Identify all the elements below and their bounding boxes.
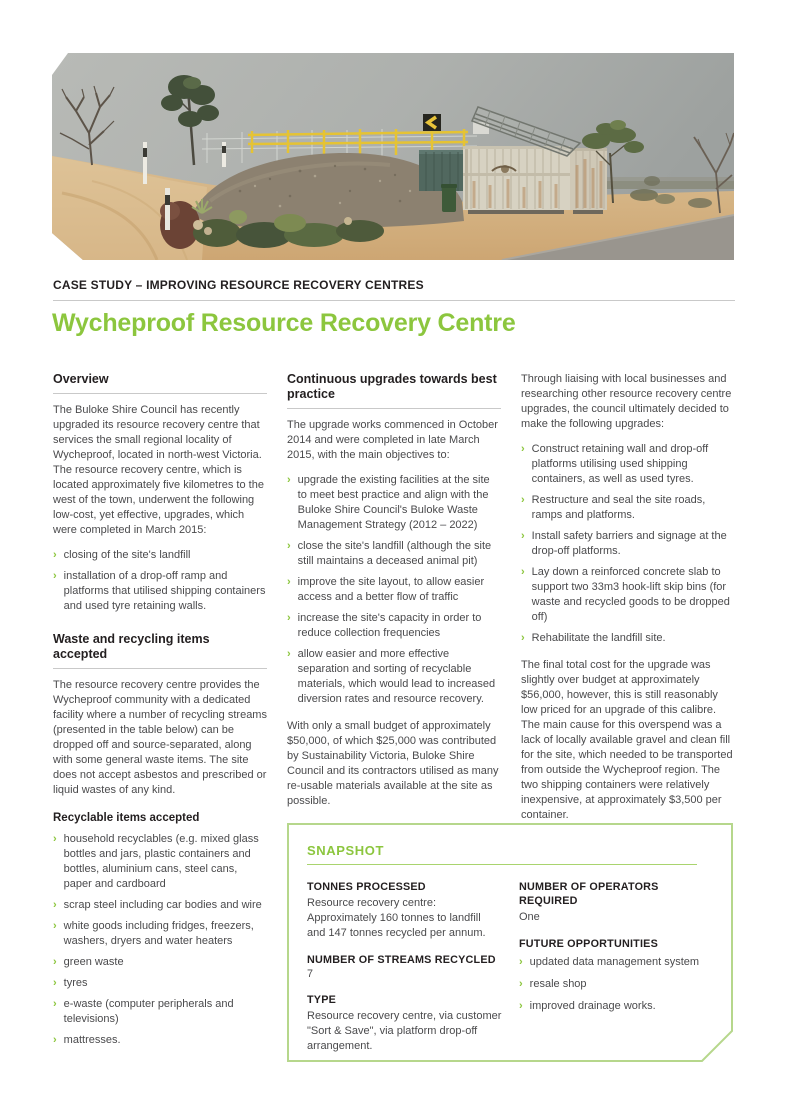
list-item bbox=[53, 548, 267, 563]
list-item bbox=[53, 997, 267, 1027]
tonnes-processed-label: TONNES PROCESSED bbox=[307, 881, 426, 893]
list-item bbox=[521, 442, 735, 487]
list-item-text: scrap steel including car bodies and wire bbox=[63, 899, 262, 911]
list-item bbox=[53, 955, 267, 970]
site-photo bbox=[52, 53, 734, 260]
overview-heading: Overview bbox=[53, 372, 267, 394]
site-photo-illustration bbox=[52, 53, 734, 260]
list-item-text: Install safety barriers and signage at the drop-off platforms. bbox=[531, 530, 727, 557]
streams-recycled-label-text: NUMBER OF STREAMS RECYCLED bbox=[307, 954, 496, 966]
list-item bbox=[53, 898, 267, 913]
bullet-arrow-icon: › bbox=[521, 530, 525, 542]
bullet-arrow-icon: › bbox=[53, 998, 57, 1010]
list-item bbox=[53, 569, 267, 614]
bullet-arrow-icon: › bbox=[521, 494, 525, 506]
budget-paragraph: With only a small budget of approximately $50,000, of which $25,000 was contributed by Sustainability Victoria, Buloke Shire Council and its contractors utilised as many re-usable materials available at the site as possible. bbox=[287, 720, 499, 807]
list-item bbox=[521, 529, 735, 559]
list-item-text: Construct retaining wall and drop-off platforms utilising used shipping containers, as well as used tyres. bbox=[531, 443, 709, 485]
list-item-text: tyres bbox=[63, 977, 88, 989]
bullet-arrow-icon: › bbox=[519, 978, 523, 990]
list-item bbox=[53, 832, 267, 892]
bullet-arrow-icon: › bbox=[53, 1034, 57, 1046]
list-item bbox=[53, 919, 267, 949]
upgrades-heading: Continuous upgrades towards best practice bbox=[287, 372, 501, 409]
recyclable-bullet-list bbox=[53, 832, 267, 1048]
list-item-text: installation of a drop-off ramp and platforms that utilised shipping containers and used tyre retaining walls. bbox=[63, 570, 266, 612]
snapshot-heading: SNAPSHOT bbox=[307, 843, 385, 858]
list-item bbox=[521, 493, 735, 523]
list-item bbox=[287, 611, 501, 641]
list-item bbox=[287, 473, 501, 533]
list-item-text: Lay down a reinforced concrete slab to support two 33m3 hook-lift skip bins (for waste and recycled goods to be dropped off) bbox=[531, 566, 730, 623]
bullet-arrow-icon: › bbox=[53, 977, 57, 989]
list-item bbox=[287, 647, 501, 707]
streams-recycled-label bbox=[307, 953, 502, 981]
kicker-divider bbox=[53, 300, 735, 301]
list-item bbox=[519, 977, 714, 992]
list-item-text: updated data management system bbox=[529, 956, 700, 968]
snapshot-heading-rule bbox=[307, 864, 697, 865]
objectives-bullet-list bbox=[287, 473, 501, 707]
column-council-upgrades bbox=[521, 372, 735, 833]
list-item-text: closing of the site's landfill bbox=[63, 549, 191, 561]
council-upgrades-bullet-list bbox=[521, 442, 735, 646]
list-item-text: white goods including fridges, freezers, washers, dryers and water heaters bbox=[63, 920, 254, 947]
list-item bbox=[519, 955, 714, 970]
list-item-text: mattresses. bbox=[63, 1034, 121, 1046]
bullet-arrow-icon: › bbox=[287, 576, 291, 588]
list-item bbox=[287, 539, 501, 569]
type-label: TYPE bbox=[307, 994, 336, 1006]
overview-paragraph: The Buloke Shire Council has recently upgraded its resource recovery centre that services the small regional locality of Wycheproof, located in north-west Victoria. The resource recovery centre, which is located approximately five kilometres to the west of the town, underwent the following low-cost, yet effective, upgrades, which were completed in March 2015: bbox=[53, 404, 264, 536]
kicker: CASE STUDY – IMPROVING RESOURCE RECOVERY CENTRES bbox=[53, 278, 424, 292]
bullet-arrow-icon: › bbox=[53, 920, 57, 932]
list-item-text: improve the site layout, to allow easier access and a better flow of traffic bbox=[297, 576, 485, 603]
bullet-arrow-icon: › bbox=[521, 566, 525, 578]
list-item bbox=[519, 999, 714, 1014]
list-item-text: Rehabilitate the landfill site. bbox=[531, 632, 666, 644]
bullet-arrow-icon: › bbox=[53, 549, 57, 561]
bullet-arrow-icon: › bbox=[287, 540, 291, 552]
list-item bbox=[53, 976, 267, 991]
tonnes-processed-value: Resource recovery centre: Approximately 160 tonnes to landfill and 147 tonnes recycled per annum. bbox=[307, 897, 486, 939]
future-opportunities-label: FUTURE OPPORTUNITIES bbox=[519, 938, 658, 950]
future-opportunities-list bbox=[519, 955, 714, 1014]
snapshot-left-column bbox=[307, 880, 502, 1066]
streams-recycled-value: 7 bbox=[307, 968, 314, 980]
page-title: Wycheproof Resource Recovery Centre bbox=[52, 309, 516, 337]
list-item-text: Restructure and seal the site roads, ramps and platforms. bbox=[531, 494, 706, 521]
council-intro-paragraph: Through liaising with local businesses and researching other resource recovery centre upgrades, the council ultimately decided to make the following upgrades: bbox=[521, 373, 732, 430]
list-item-text: green waste bbox=[63, 956, 124, 968]
bullet-arrow-icon: › bbox=[519, 956, 523, 968]
bullet-arrow-icon: › bbox=[519, 1000, 523, 1012]
overview-bullet-list bbox=[53, 548, 267, 614]
bullet-arrow-icon: › bbox=[53, 833, 57, 845]
bullet-arrow-icon: › bbox=[521, 632, 525, 644]
upgrades-intro-paragraph: The upgrade works commenced in October 2014 and were completed in late March 2015, with the main objectives to: bbox=[287, 419, 498, 461]
type-value: Resource recovery centre, via customer "Sort & Save", via platform drop-off arrangement. bbox=[307, 1010, 502, 1052]
list-item-text: upgrade the existing facilities at the site to meet best practice and align with the Buloke Shire Council's Buloke Waste Management Strategy (2012 – 2022) bbox=[297, 474, 490, 531]
snapshot-box bbox=[287, 823, 733, 1062]
bullet-arrow-icon: › bbox=[287, 648, 291, 660]
cost-paragraph: The final total cost for the upgrade was slightly over budget at approximately $56,000, however, this is still reasonably low priced for an upgrade of this calibre. The main cause for this overspend was a lack of locally available gravel and clean fill for the site, which needed to be transported from outside the Wycheproof region. The two shipping containers were relatively inexpensive, at approximately $3,500 per container. bbox=[521, 659, 733, 821]
list-item-text: resale shop bbox=[529, 978, 587, 990]
waste-heading: Waste and recycling items accepted bbox=[53, 632, 267, 669]
bullet-arrow-icon: › bbox=[287, 612, 291, 624]
list-item bbox=[53, 1033, 267, 1048]
list-item-text: e-waste (computer peripherals and televisions) bbox=[63, 998, 234, 1025]
list-item-text: improved drainage works. bbox=[529, 1000, 656, 1012]
list-item bbox=[521, 631, 735, 646]
list-item-text: close the site's landfill (although the site still maintains a deceased animal pit) bbox=[297, 540, 492, 567]
bullet-arrow-icon: › bbox=[287, 474, 291, 486]
column-upgrades bbox=[287, 372, 501, 819]
snapshot-right-column bbox=[519, 880, 714, 1066]
bullet-arrow-icon: › bbox=[53, 956, 57, 968]
list-item bbox=[521, 565, 735, 625]
bullet-arrow-icon: › bbox=[53, 570, 57, 582]
recyclable-heading: Recyclable items accepted bbox=[53, 812, 200, 824]
waste-paragraph: The resource recovery centre provides the Wycheproof community with a dedicated facility where a number of recycling streams (presented in the table below) can be dropped off and source-separated, along with some general waste items. The site does not accept asbestos and prescribed or liquid wastes of any kind. bbox=[53, 679, 267, 796]
list-item bbox=[287, 575, 501, 605]
bullet-arrow-icon: › bbox=[53, 899, 57, 911]
column-overview bbox=[53, 372, 267, 1054]
bullet-arrow-icon: › bbox=[521, 443, 525, 455]
list-item-text: allow easier and more effective separation and sorting of recyclable materials, which would lead to increased diversion rates and resource recovery. bbox=[297, 648, 496, 705]
list-item-text: household recyclables (e.g. mixed glass bottles and jars, plastic containers and bottles, aluminium cans, steel cans, paper and cardboard bbox=[63, 833, 259, 890]
list-item-text: increase the site's capacity in order to reduce collection frequencies bbox=[297, 612, 482, 639]
operators-required-value: One bbox=[519, 911, 540, 923]
operators-required-label: NUMBER OF OPERATORS REQUIRED bbox=[519, 881, 659, 907]
